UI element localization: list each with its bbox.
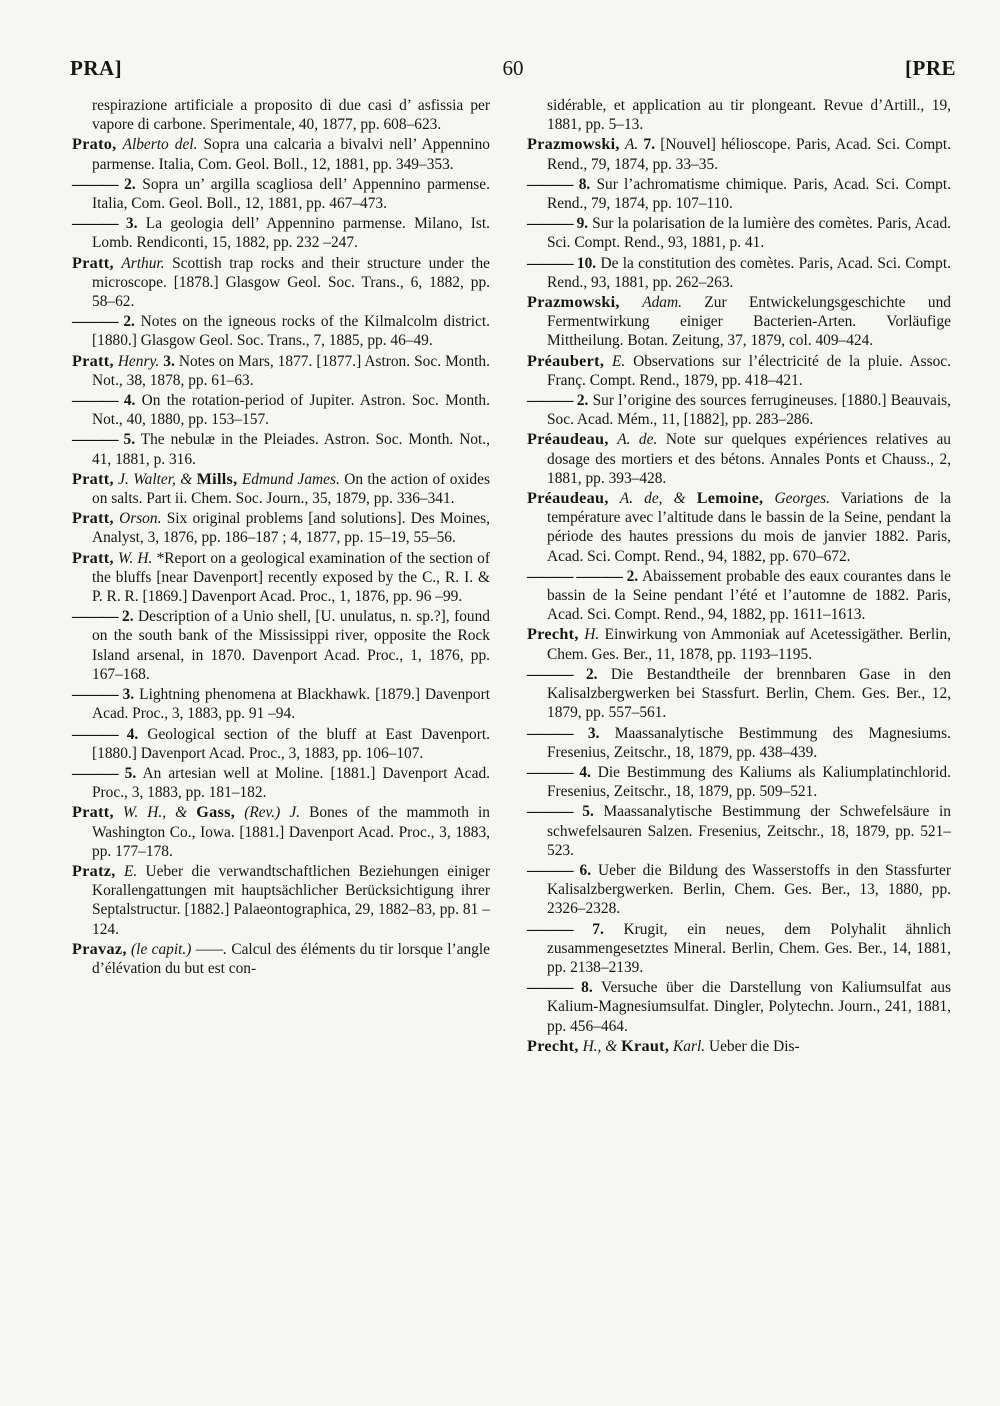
entry-text: La geologia dell’ Appennino parmense. Milano, Ist. Lomb. Rendiconti, 15, 1882, pp. 232 –247. bbox=[92, 215, 490, 252]
entry-author: Prato, bbox=[72, 135, 117, 154]
entry-author: ——— bbox=[527, 253, 573, 272]
entry-author: ——— bbox=[72, 312, 118, 331]
bibliography-entry bbox=[527, 861, 951, 919]
entry-text: Geological section of the bluff at East Davenport. [1880.] Davenport Acad. Proc., 3, 1883, pp. 106–107. bbox=[92, 725, 490, 762]
right-column bbox=[527, 96, 951, 1057]
entry-author: Pratt, bbox=[72, 351, 114, 370]
entry-text: On the rotation-period of Jupiter. Astron. Soc. Month. Not., 40, 1880, pp. 153–157. bbox=[92, 392, 490, 429]
entry-text: [Nouvel] hélioscope. Paris, Acad. Sci. Compt. Rend., 79, 1874, pp. 33–35. bbox=[547, 136, 951, 173]
entry-number: 3. bbox=[125, 215, 138, 233]
entry-number: 5. bbox=[582, 803, 594, 821]
entry-text: The nebulæ in the Pleiades. Astron. Soc. Month. Not., 41, 1881, p. 316. bbox=[92, 431, 490, 468]
entry-given-name: Orson. bbox=[119, 510, 162, 528]
entry-author: Prazmowski, bbox=[527, 135, 620, 154]
bibliography-entry bbox=[72, 607, 490, 684]
bibliography-entry bbox=[72, 430, 490, 468]
left-column bbox=[72, 96, 490, 979]
entry-number: 4. bbox=[123, 392, 136, 410]
entry-number: 3. bbox=[163, 352, 175, 370]
entry-text: Versuche über die Darstellung von Kaliumsulfat aus Kalium-Magnesiumsulfat. Dingler, Polytechn. Journ., 241, 1881, pp. 456–464. bbox=[547, 979, 951, 1035]
entry-coauthor-given-name: Karl. bbox=[673, 1037, 706, 1055]
entry-number: 9. bbox=[576, 215, 589, 233]
entry-author: ——— bbox=[527, 664, 573, 683]
entry-author: ——— bbox=[72, 763, 118, 782]
entry-author: ——— bbox=[72, 391, 118, 410]
bibliography-entry bbox=[527, 763, 951, 801]
entry-author: ——— bbox=[527, 391, 573, 410]
entry-text: Note sur quelques expériences relatives au dosage des mortiers et des bétons. Annales Ponts et Chauss., 2, 1881, pp. 393–428. bbox=[547, 431, 951, 487]
entry-text: sidérable, et application au tir plongeant. Revue d’Artill., 19, 1881, pp. 5–13. bbox=[547, 97, 951, 134]
bibliography-entry bbox=[527, 802, 951, 860]
bibliography-entry bbox=[72, 725, 490, 763]
entry-text: Die Bestandtheile der brennbaren Gase in den Kalisalzbergwerken bei Stassfurt. Berlin, Chem. Ges. Ber., 12, 1879, pp. 557–561. bbox=[547, 665, 951, 722]
entry-given-name: W. H., & bbox=[122, 804, 188, 822]
entry-author: ——— bbox=[527, 802, 573, 821]
entry-number: 7. bbox=[592, 920, 604, 938]
entry-text: Notes on Mars, 1877. [1877.] Astron. Soc. Month. Not., 38, 1878, pp. 61–63. bbox=[92, 352, 490, 389]
entry-text: *Report on a geological examination of the section of the bluffs [near Davenport] recently exposed by the C., R. I. & P. R. R. [1869.] Davenport Acad. Proc., 1, 1876, pp. 96 –99. bbox=[92, 549, 490, 606]
entry-number: 8. bbox=[578, 175, 591, 193]
entry-text: Zur Entwickelungsgeschichte und Fermentwirkung einiger Bacterien-Arten. Vorläufige Mittheilung. Botan. Zeitung, 37, 1879, col. 409–424. bbox=[547, 294, 951, 350]
entry-coauthor: Mills, bbox=[196, 469, 238, 488]
entry-text: Die Bestimmung des Kaliums als Kaliumplatinchlorid. Fresenius, Zeitschr., 18, 1879, pp. 509–521. bbox=[547, 763, 951, 801]
bibliography-entry bbox=[527, 430, 951, 488]
bibliography-entry bbox=[72, 254, 490, 312]
bibliography-entry bbox=[72, 803, 490, 861]
entry-author: ——— bbox=[527, 978, 573, 997]
entry-number: 2. bbox=[626, 567, 639, 585]
bibliography-entry bbox=[72, 940, 490, 978]
bibliography-entry bbox=[72, 352, 490, 390]
bibliography-entry bbox=[72, 214, 490, 252]
entry-text: Bones of the mammoth in Washington Co., Iowa. [1881.] Davenport Acad. Proc., 3, 1883, pp. 177–178. bbox=[92, 804, 490, 860]
entry-text: respirazione artificiale a proposito di due casi d’ asfissia per vapore di carbone. Sperimentale, 40, 1877, pp. 608–623. bbox=[92, 97, 490, 134]
entry-text: Sopra una calcaria a bivalvi nell’ Appennino parmense. Italia, Com. Geol. Boll., 12, 1881, pp. 349–353. bbox=[92, 136, 490, 173]
entry-number: 5. bbox=[123, 431, 136, 449]
entry-author: ——— bbox=[527, 762, 573, 781]
entry-given-name: Arthur. bbox=[121, 254, 165, 272]
entry-text: Lightning phenomena at Blackhawk. [1879.] Davenport Acad. Proc., 3, 1883, pp. 91 –94. bbox=[92, 686, 490, 723]
entry-number: 2. bbox=[124, 175, 136, 193]
entry-text: Maassanalytische Bestimmung des Magnesiums. Fresenius, Zeitschr., 18, 1879, pp. 438–439. bbox=[547, 724, 951, 761]
entry-author: ——— ——— bbox=[527, 566, 622, 585]
entry-text: Einwirkung von Ammoniak auf Acetessigäther. Berlin, Chem. Ges. Ber., 11, 1878, pp. 1193–1195. bbox=[547, 626, 951, 663]
entry-number: 4. bbox=[126, 725, 139, 743]
entry-author: Préaubert, bbox=[527, 351, 605, 370]
entry-author: Precht, bbox=[527, 1036, 579, 1055]
entry-number: 10. bbox=[576, 254, 597, 272]
entry-text: Sur l’origine des sources ferrugineuses. [1880.] Beauvais, Soc. Acad. Mém., 11, [1882], pp. 283–286. bbox=[547, 392, 951, 429]
entry-text: Sur l’achromatisme chimique. Paris, Acad. Sci. Compt. Rend., 79, 1874, pp. 107–110. bbox=[547, 175, 951, 213]
entry-author: Pratt, bbox=[72, 548, 114, 567]
entry-number: 5. bbox=[124, 764, 137, 782]
entry-given-name: Alberto del. bbox=[122, 136, 198, 154]
entry-given-name: A. de, & bbox=[619, 490, 686, 508]
running-header bbox=[70, 56, 956, 86]
bibliography-entry bbox=[527, 175, 951, 213]
bibliography-entry bbox=[72, 549, 490, 607]
bibliography-entry bbox=[527, 352, 951, 390]
entry-text: Description of a Unio shell, [U. unulatus, n. sp.?], found on the south bank of the Mississippi river, opposite the Rock Island arsenal, in 1870. Davenport Acad. Proc., 1, 1876, pp. 167–168. bbox=[92, 608, 490, 683]
entry-author: ——— bbox=[72, 214, 118, 233]
bibliography-entry bbox=[527, 96, 951, 134]
entry-author: Préaudeau, bbox=[527, 489, 609, 508]
entry-author: Préaudeau, bbox=[527, 430, 609, 449]
entry-text: Observations sur l’électricité de la pluie. Assoc. Franç. Compt. Rend., 1879, pp. 418–421. bbox=[547, 352, 951, 389]
page-number: 60 bbox=[502, 56, 524, 80]
entry-number: 8. bbox=[581, 979, 593, 997]
entry-author: ——— bbox=[72, 685, 118, 704]
entry-number: 6. bbox=[579, 861, 592, 879]
entry-text: Sopra un’ argilla scagliosa dell’ Appennino parmense. Italia, Com. Geol. Boll., 12, 1881, pp. 467–473. bbox=[92, 175, 490, 213]
bibliography-entry bbox=[72, 862, 490, 939]
bibliography-entry bbox=[527, 293, 951, 351]
entry-author: ——— bbox=[72, 607, 118, 626]
bibliography-entry bbox=[72, 764, 490, 802]
entry-text: Variations de la température avec l’altitude dans le bassin de la Seine, pendant la période des hautes pressions du mois de janvier 1882. Paris, Acad. Sci. Compt. Rend., 94, 1882, pp. 670–672. bbox=[547, 490, 952, 565]
entry-text: Scottish trap rocks and their structure under the microscope. [1878.] Glasgow Geol. Soc. Trans., 6, 1882, pp. 58–62. bbox=[92, 254, 490, 311]
bibliography-entry bbox=[527, 391, 951, 429]
entry-number: 2. bbox=[585, 665, 598, 683]
entry-number: 4. bbox=[579, 763, 591, 781]
entry-given-name: A. bbox=[625, 136, 639, 154]
bibliography-entry bbox=[72, 391, 490, 429]
bibliography-entry bbox=[72, 685, 490, 723]
entry-text: Maassanalytische Bestimmung der Schwefelsäure in schwefelsauren Salzen. Fresenius, Zeitschr., 18, 1879, pp. 521–523. bbox=[547, 803, 951, 859]
entry-coauthor: Kraut, bbox=[621, 1036, 670, 1055]
entry-number: 2. bbox=[123, 313, 135, 331]
entry-author: ——— bbox=[72, 724, 118, 743]
entry-given-name: (le capit.) ——. bbox=[131, 940, 227, 958]
entry-author: Pratt, bbox=[72, 253, 114, 272]
entry-coauthor-given-name: Georges. bbox=[774, 490, 830, 508]
entry-author: ——— bbox=[527, 174, 573, 193]
entry-given-name: H. bbox=[584, 626, 600, 644]
entry-text: Krugit, ein neues, dem Polyhalit ähnlich zusammengesetztes Mineral. Berlin, Chem. Ges. Ber., 14, 1881, pp. 2138–2139. bbox=[547, 920, 951, 976]
entry-author: ——— bbox=[527, 214, 573, 233]
entry-author: Precht, bbox=[527, 625, 579, 644]
entry-text: Notes on the igneous rocks of the Kilmalcolm district. [1880.] Glasgow Geol. Soc. Trans., 7, 1885, pp. 46–49. bbox=[92, 313, 490, 350]
bibliography-entry bbox=[527, 665, 951, 723]
entry-given-name: E. bbox=[123, 862, 138, 880]
bibliography-entry bbox=[72, 135, 490, 173]
entry-text: An artesian well at Moline. [1881.] Davenport Acad. Proc., 3, 1883, pp. 181–182. bbox=[92, 764, 490, 802]
bibliography-entry bbox=[72, 96, 490, 134]
entry-number: 3. bbox=[587, 724, 600, 742]
entry-author: Pratz, bbox=[72, 861, 116, 880]
entry-number: 2. bbox=[122, 608, 134, 626]
bibliography-entry bbox=[527, 920, 951, 978]
bibliography-entry bbox=[527, 1037, 951, 1056]
bibliography-entry bbox=[72, 509, 490, 547]
bibliography-entry bbox=[72, 470, 490, 508]
bibliography-entry bbox=[72, 175, 490, 213]
entry-text: Abaissement probable des eaux courantes dans le bassin de la Seine pendant l’été et l’automne de 1882. Paris, Acad. Sci. Compt. Rend., 94, 1882, pp. 1611–1613. bbox=[547, 567, 951, 624]
entry-author: Prazmowski, bbox=[527, 293, 620, 312]
entry-given-name: W. H. bbox=[117, 549, 153, 567]
entry-text: Ueber die Bildung des Wasserstoffs in den Stassfurter Kalisalzbergwerken. Berlin, Chem. Ges. Ber., 13, 1880, pp. 2326–2328. bbox=[547, 861, 951, 918]
bibliography-entry bbox=[72, 312, 490, 350]
entry-author: Pratt, bbox=[72, 509, 114, 528]
header-left-guideword: PRA] bbox=[70, 56, 123, 80]
entry-coauthor: Lemoine, bbox=[696, 489, 764, 508]
header-right-guideword: [PRE bbox=[905, 56, 956, 80]
bibliography-entry bbox=[527, 724, 951, 762]
bibliography-entry bbox=[527, 135, 951, 173]
entry-text: Six original problems [and solutions]. Des Moines, Analyst, 3, 1876, pp. 186–187 ; 4, 1877, pp. 15–19, 55–56. bbox=[92, 510, 490, 547]
entry-text: Ueber die verwandtschaftlichen Beziehungen einiger Korallengattungen mit hauptsächlicher Berücksichtigung ihrer Septalstructur. [1882.] Palaeontographica, 29, 1882–83, pp. 81 –124. bbox=[92, 862, 490, 938]
entry-number: 2. bbox=[576, 392, 589, 410]
entry-given-name: Adam. bbox=[642, 294, 682, 312]
bibliography-entry bbox=[527, 567, 951, 625]
entry-text: Calcul des éléments du tir lorsque l’angle d’élévation du but est con- bbox=[92, 940, 490, 977]
entry-coauthor: Gass, bbox=[196, 803, 236, 822]
entry-number: 3. bbox=[122, 686, 135, 704]
entry-author: ——— bbox=[527, 860, 573, 879]
entry-given-name: A. de. bbox=[617, 431, 658, 449]
entry-text: De la constitution des comètes. Paris, Acad. Sci. Compt. Rend., 93, 1881, pp. 262–263. bbox=[547, 254, 951, 291]
entry-given-name: H., & bbox=[582, 1037, 618, 1055]
entry-number: 7. bbox=[643, 136, 656, 154]
entry-author: Pravaz, bbox=[72, 939, 127, 958]
entry-given-name: E. bbox=[612, 352, 626, 370]
entry-author: ——— bbox=[72, 174, 118, 193]
entry-text: Sur la polarisation de la lumière des comètes. Paris, Acad. Sci. Compt. Rend., 93, 1881, p. 41. bbox=[547, 215, 951, 252]
entry-given-name: Henry. bbox=[117, 352, 160, 370]
entry-author: Pratt, bbox=[72, 469, 114, 488]
bibliography-entry bbox=[527, 489, 951, 566]
entry-author: ——— bbox=[527, 723, 573, 742]
entry-coauthor-given-name: Edmund James. bbox=[241, 470, 340, 488]
entry-author: ——— bbox=[72, 430, 118, 449]
entry-text: Ueber die Dis- bbox=[708, 1037, 800, 1055]
entry-given-name: J. Walter, & bbox=[118, 470, 193, 488]
bibliography-entry bbox=[527, 214, 951, 252]
entry-author: Pratt, bbox=[72, 803, 114, 822]
entry-text: On the action of oxides on salts. Part ii. Chem. Soc. Journ., 35, 1879, pp. 336–341. bbox=[92, 470, 490, 508]
entry-coauthor-given-name: (Rev.) J. bbox=[244, 804, 300, 822]
entry-author: ——— bbox=[527, 919, 573, 938]
bibliography-entry bbox=[527, 978, 951, 1036]
bibliography-entry bbox=[527, 254, 951, 292]
bibliography-entry bbox=[527, 625, 951, 663]
